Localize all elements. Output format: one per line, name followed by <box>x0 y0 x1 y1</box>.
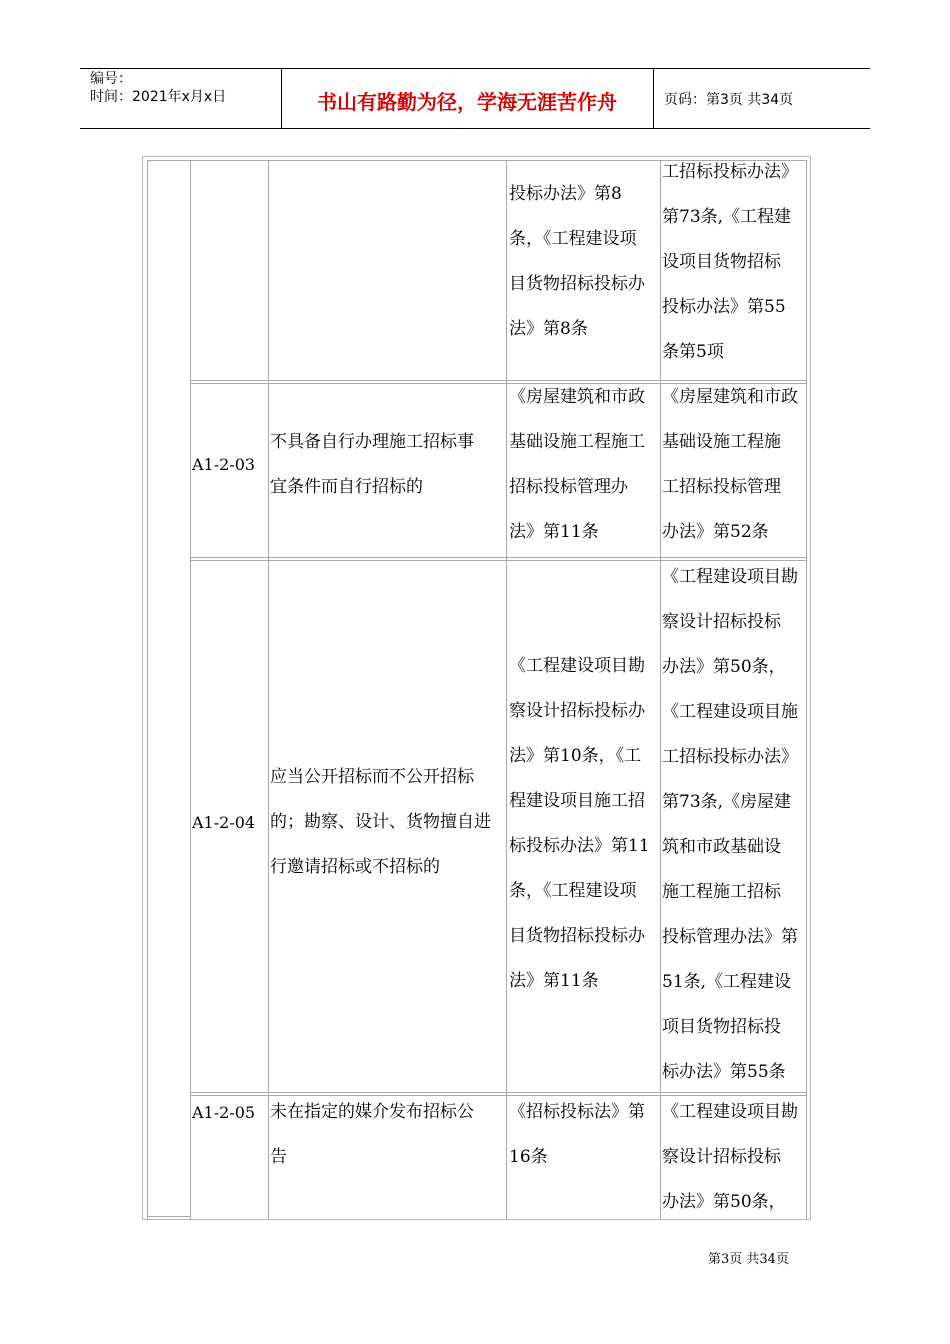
table-cell-penalty: 《工程建设项目勘 察设计招标投标 办法》第50条， <box>662 1102 798 1212</box>
header-divider-2 <box>653 68 654 128</box>
table-border-line <box>147 1216 191 1217</box>
table-cell-description: 不具备自行办理施工招标事 宜条件而自行招标的 <box>270 432 474 497</box>
table-cell-code: A1-2-04 <box>192 813 256 832</box>
page-footer: 第3页 共34页 <box>708 1252 789 1267</box>
header-motto: 书山有路勤为径，学海无涯苦作舟 <box>317 90 617 114</box>
table-cell-penalty: 《房屋建筑和市政 基础设施工程施 工招标投标管理 办法》第52条 <box>662 387 798 542</box>
header-page-info: 页码：第3页 共34页 <box>664 92 794 108</box>
table-border-line <box>506 160 507 1220</box>
table-cell-basis: 投标办法》第8 条，《工程建设项 目货物招标投标办 法》第8条 <box>509 184 645 339</box>
table-cell-basis: 《招标投标法》第 16条 <box>509 1102 645 1167</box>
table-border-line <box>147 160 148 1220</box>
table-cell-penalty: 《工程建设项目勘 察设计招标投标 办法》第50条， 《工程建设项目施 工招标投标办法》 第73条,《房屋建 筑和市政基础设 施工程施工招标 投标管理办法》第 51条,《工程建设 项目货物招标投 标办法》第55条 <box>662 567 798 1082</box>
table-cell-description: 未在指定的媒介发布招标公 告 <box>270 1102 474 1167</box>
table-cell-description: 应当公开招标而不公开招标 的；勘察、设计、货物擅自进 行邀请招标或不招标的 <box>270 767 491 877</box>
table-cell-penalty: 工招标投标办法》 第73条,《工程建 设项目货物招标 投标办法》第55 条第5项 <box>662 162 798 362</box>
table-cell-code: A1-2-05 <box>192 1103 256 1122</box>
table-border-line <box>268 160 269 1220</box>
table-cell-basis: 《房屋建筑和市政 基础设施工程施工 招标投标管理办 法》第11条 <box>509 387 645 542</box>
document-date: 时间：2021年x月x日 <box>90 89 227 105</box>
document-number-label: 编号： <box>90 71 132 87</box>
table-border-line <box>190 160 191 1220</box>
table-cell-code: A1-2-03 <box>192 455 256 474</box>
header-bottom-rule <box>80 128 870 129</box>
header-meta <box>90 70 226 106</box>
table-cell-basis: 《工程建设项目勘 察设计招标投标办 法》第10条，《工 程建设项目施工招 标投标办法》第11 条，《工程建设项 目货物招标投标办 法》第11条 <box>509 656 650 991</box>
header-top-rule <box>80 68 870 69</box>
